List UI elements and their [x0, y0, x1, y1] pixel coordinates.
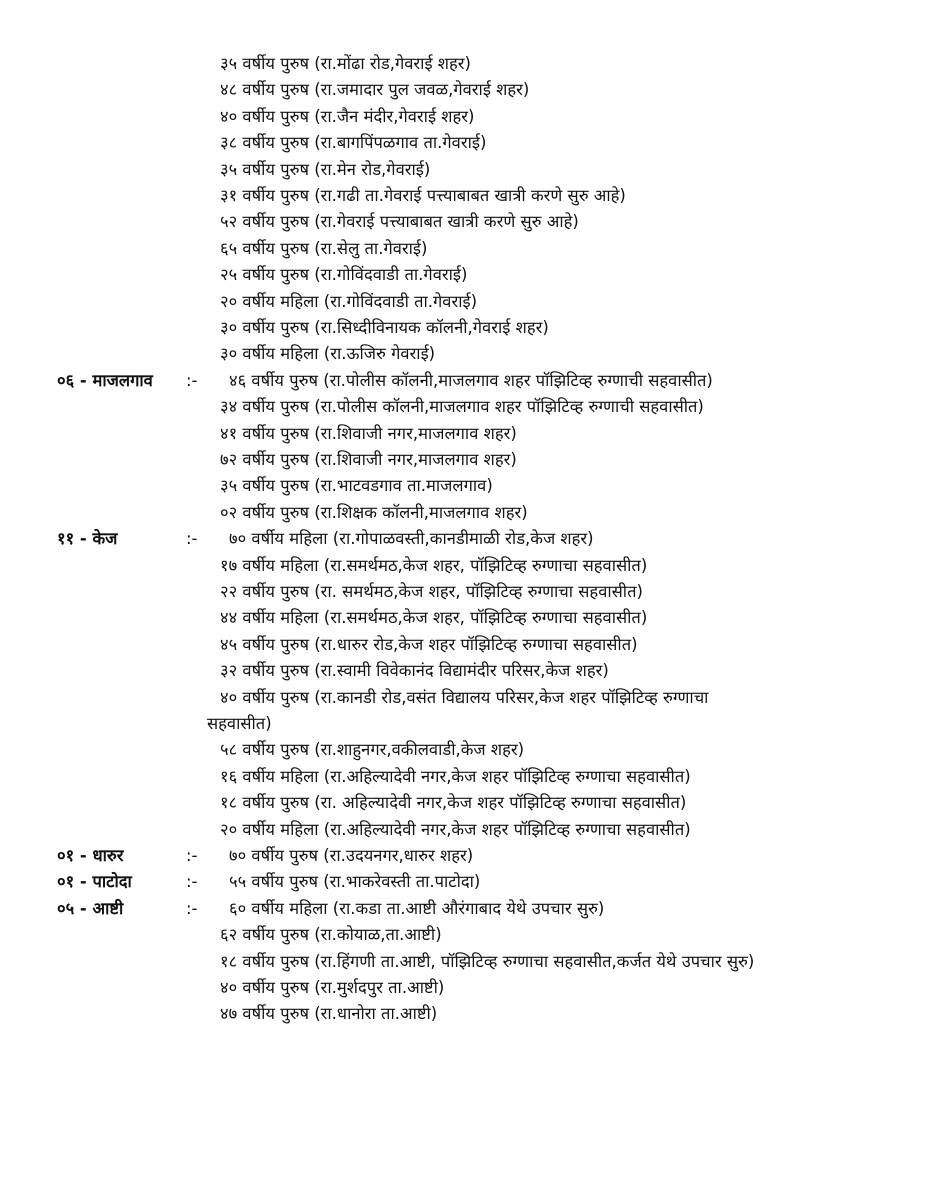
case-entry: ४० वर्षीय पुरुष (रा.मुर्शदपुर ता.आष्टी) [220, 978, 445, 997]
case-entry: ३० वर्षीय महिला (रा.ऊजिरु गेवराई) [220, 344, 436, 364]
section-separator: :- [186, 529, 198, 549]
case-entry: ३५ वर्षीय पुरुष (रा.मोंढा रोड,गेवराई शहर) [220, 54, 471, 73]
case-entry: ७० वर्षीय पुरुष (रा.उदयनगर,धारुर शहर) [229, 846, 474, 865]
section-label: ०६ - माजलगाव [57, 370, 153, 390]
case-entry: २० वर्षीय महिला (रा.गोविंदवाडी ता.गेवराई) [220, 291, 478, 311]
case-entry: १८ वर्षीय पुरुष (रा. अहिल्यादेवी नगर,केज शहर पॉझिटिव्ह रुग्णाचा सहवासीत) [220, 793, 687, 813]
case-entry: ५२ वर्षीय पुरुष (रा.गेवराई पत्त्याबाबत खात्री करणे सुरु आहे) [220, 212, 579, 232]
section-label: ०१ - धारुर [57, 846, 124, 865]
case-entry: ३४ वर्षीय पुरुष (रा.पोलीस कॉलनी,माजलगाव शहर पॉझिटिव्ह रुग्णाची सहवासीत) [220, 397, 704, 417]
case-entry: ६० वर्षीय महिला (रा.कडा ता.आष्टी औरंगाबाद येथे उपचार सुरु) [229, 898, 605, 918]
section-label: ०१ - पाटोदा [57, 872, 132, 892]
case-entry: ६२ वर्षीय पुरुष (रा.कोयाळ,ता.आष्टी) [220, 925, 442, 945]
section-label: ०५ - आष्टी [57, 898, 124, 918]
case-entry: ३५ वर्षीय पुरुष (रा.मेन रोड,गेवराई) [220, 159, 431, 179]
case-entry: १६ वर्षीय महिला (रा.अहिल्यादेवी नगर,केज शहर पॉझिटिव्ह रुग्णाचा सहवासीत) [220, 766, 691, 786]
section-label: ११ - केज [57, 529, 118, 549]
case-entry: ३८ वर्षीय पुरुष (रा.बागपिंपळगाव ता.गेवराई) [220, 133, 487, 153]
case-entry: ४८ वर्षीय पुरुष (रा.जमादार पुल जवळ,गेवराई शहर) [220, 80, 530, 100]
case-entry: ७२ वर्षीय पुरुष (रा.शिवाजी नगर,माजलगाव शहर) [220, 450, 517, 469]
case-entry: ३५ वर्षीय पुरुष (रा.भाटवडगाव ता.माजलगाव) [220, 476, 493, 496]
case-entry: ७० वर्षीय महिला (रा.गोपाळवस्ती,कानडीमाळी रोड,केज शहर) [229, 529, 594, 549]
case-entry: ४४ वर्षीय महिला (रा.समर्थमठ,केज शहर, पॉझिटिव्ह रुग्णाचा सहवासीत) [220, 608, 648, 628]
case-entry: २० वर्षीय महिला (रा.अहिल्यादेवी नगर,केज शहर पॉझिटिव्ह रुग्णाचा सहवासीत) [220, 819, 691, 839]
case-entry: २५ वर्षीय पुरुष (रा.गोविंदवाडी ता.गेवराई) [220, 265, 468, 285]
case-entry: ३२ वर्षीय पुरुष (रा.स्वामी विवेकानंद विद्यामंदीर परिसर,केज शहर) [220, 661, 609, 681]
case-entry: ६५ वर्षीय पुरुष (रा.सेलु ता.गेवराई) [220, 238, 428, 258]
case-entry: ४५ वर्षीय पुरुष (रा.धारुर रोड,केज शहर पॉझिटिव्ह रुग्णाचा सहवासीत) [220, 634, 638, 654]
case-entry: २२ वर्षीय पुरुष (रा. समर्थमठ,केज शहर, पॉझिटिव्ह रुग्णाचा सहवासीत) [220, 582, 643, 601]
case-entry: ३१ वर्षीय पुरुष (रा.गढी ता.गेवराई पत्त्याबाबत खात्री करणे सुरु आहे) [220, 186, 626, 205]
case-entry: ०२ वर्षीय पुरुष (रा.शिक्षक कॉलनी,माजलगाव शहर) [220, 502, 528, 522]
section-separator: :- [186, 872, 198, 892]
case-entry-continuation: सहवासीत) [207, 714, 272, 733]
case-entry: १८ वर्षीय पुरुष (रा.हिंगणी ता.आष्टी, पॉझिटिव्ह रुग्णाचा सहवासीत,कर्जत येथे उपचार सुरु) [220, 951, 755, 971]
section-separator: :- [186, 898, 198, 918]
case-entry: ४० वर्षीय पुरुष (रा.जैन मंदीर,गेवराई शहर) [220, 106, 475, 126]
case-entry: ४६ वर्षीय पुरुष (रा.पोलीस कॉलनी,माजलगाव शहर पॉझिटिव्ह रुग्णाची सहवासीत) [229, 370, 713, 390]
section-separator: :- [186, 846, 198, 865]
case-entry: ४१ वर्षीय पुरुष (रा.शिवाजी नगर,माजलगाव शहर) [220, 423, 517, 443]
case-entry: ४० वर्षीय पुरुष (रा.कानडी रोड,वसंत विद्यालय परिसर,केज शहर पॉझिटिव्ह रुग्णाचा [220, 687, 709, 707]
case-entry: ५८ वर्षीय पुरुष (रा.शाहुनगर,वकीलवाडी,केज शहर) [220, 740, 525, 760]
case-entry: ३० वर्षीय पुरुष (रा.सिध्दीविनायक कॉलनी,गेवराई शहर) [220, 318, 549, 337]
case-entry: ४७ वर्षीय पुरुष (रा.धानोरा ता.आष्टी) [220, 1004, 438, 1024]
section-separator: :- [186, 370, 198, 390]
case-entry: ५५ वर्षीय पुरुष (रा.भाकरेवस्ती ता.पाटोदा) [229, 872, 481, 892]
case-entry: १७ वर्षीय महिला (रा.समर्थमठ,केज शहर, पॉझिटिव्ह रुग्णाचा सहवासीत) [220, 555, 648, 575]
